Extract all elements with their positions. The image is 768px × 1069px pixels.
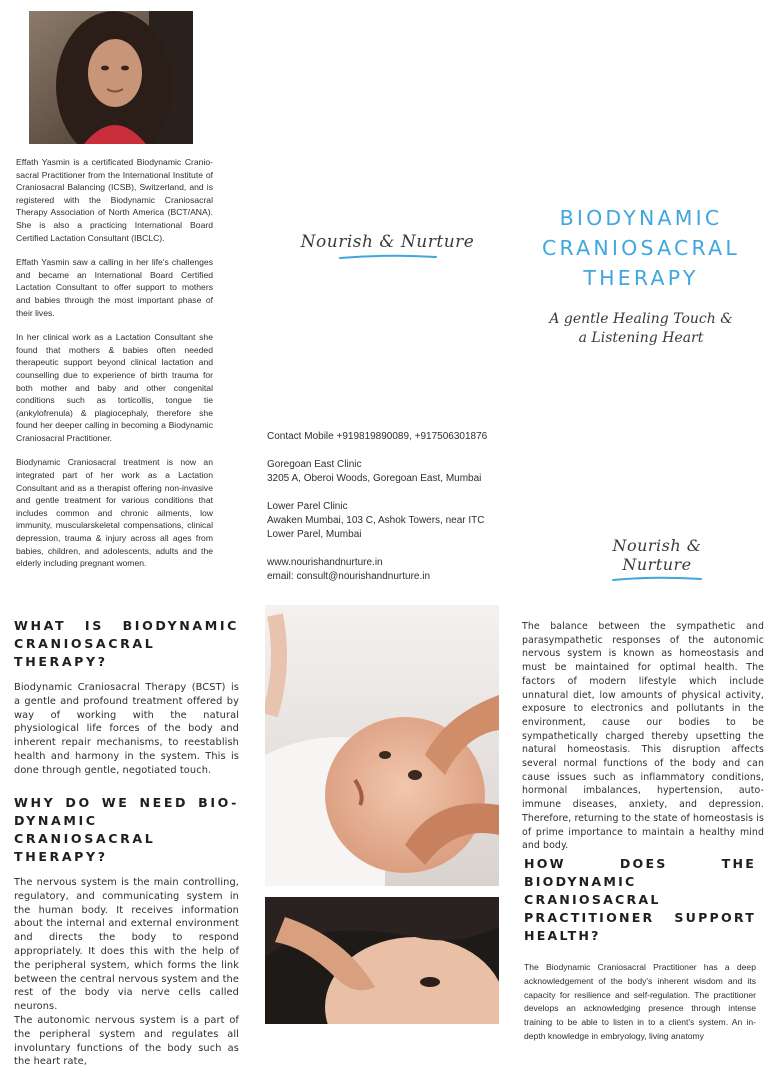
section-how (524, 855, 756, 1044)
cover-subtitle-line: A gentle Healing Touch & (549, 311, 733, 327)
section-body: The autonomic nervous system is a part of the peripheral system and regulates all involuntary functions of the body such as the heart rate, (14, 1014, 239, 1068)
cover-subtitle (530, 310, 752, 348)
section-body: The Biodynamic Craniosacral Practitioner has a deep acknowledgement of the body's inherent wisdom and its capacity for resilience and self-regulation. The practitioner develops an acknowledging presence through intense training to be able to listen in to a client's system. An in-depth knowledge in embryology, living anatomy (524, 962, 756, 1041)
bio-paragraph: Effath Yasmin is a certificated Biodynamic Cranio-sacral Practitioner from the International Institute of Craniosacral Balancing (ICSB), Switzerland, and is registered with the Biodynamic Craniosacral Therapy Association of North America (BCT/ANA). She is also a practicing International Board Certified Lactation Consultant (IBCLC). (16, 157, 213, 243)
contact-mobile: Contact Mobile +919819890089, +917506301876 (267, 431, 488, 442)
section-body: The balance between the sympathetic and parasympathetic responses of the autonomic nervous system is known as homeostasis and must be maintained for optimal health. The factors of modern lifestyle which include unnatural diet, low amounts of physical activity, exposure to electronics and pollutants in the environment, cause our bodies to be sympathetically charged thereby upsetting the natural homeostasis. This disruption affects several normal functions of the body and can cause issues such as inflammatory conditions, hormonal imbalances, hypertension, auto-immune diseases, anxiety, and depression. Therefore, returning to the state of homeostasis is of prime importance to maintain a healthy mind and body. (522, 621, 764, 852)
section-heading: WHAT IS BIODYNAMIC CRANIOSACRAL THERAPY? (14, 618, 239, 669)
bio-text (16, 156, 213, 570)
section-heading: WHY DO WE NEED BIO-DYNAMIC CRANIOSACRAL THERAPY? (14, 795, 239, 864)
email-link[interactable]: email: consult@nourishandnurture.in (267, 571, 431, 582)
cover-title-line: CRANIOSACRAL (542, 236, 740, 260)
baby-treatment-photo-2 (265, 897, 499, 1024)
bio-paragraph: Effath Yasmin saw a calling in her life's challenges and became an International Board Certified Lactation Consultant to offer support to mothers and babies through the most important phase of their lives. (16, 257, 213, 318)
cover-title-line: BIODYNAMIC (559, 206, 723, 230)
brand-logo-cover (578, 536, 736, 582)
section-body: The nervous system is the main controlling, regulatory, and communicating system in the human body. It receives information about the internal and external environment and directs the body to respond appropriately. It does this with the help of the peripheral system, which forms the link between the central nervous system and the rest of the body via nerve cells called neurons. (14, 877, 239, 1013)
section-body: Biodynamic Craniosacral Therapy (BCST) is a gentle and profound treatment offered by way of working with the natural physiological life forces of the body and inherent repair mechanisms, to reestablish health and harmony in the system. This is done through gentle, negotiated touch. (14, 682, 239, 776)
brand-logo (300, 232, 475, 260)
website-link[interactable]: www.nourishandnurture.in (267, 557, 383, 568)
section-heading: HOW DOES THE BIODYNAMIC CRANIOSACRAL PRACTITIONER SUPPORT HEALTH? (524, 856, 756, 943)
baby-treatment-photo-1 (265, 605, 499, 886)
profile-photo (29, 11, 193, 144)
brand-logo-text: Nourish & Nurture (300, 232, 475, 252)
clinic2-name: Lower Parel Clinic (267, 501, 348, 512)
section-what (14, 617, 239, 778)
logo-swoosh-icon (611, 576, 703, 582)
brand-logo-text: Nourish & Nurture (612, 536, 702, 574)
cover-title (530, 203, 752, 293)
section-balance (522, 620, 764, 853)
bio-paragraph: In her clinical work as a Lactation Consultant she found that mothers & babies often needed therapeutic support beyond clinical lactation and counselling due to experience of birth trauma for both mother and baby and other congenital conditions such as torticollis, tongue tie (ankylofrenula) & plagiocephaly, therefore she found her deeper calling in becoming a Biodynamic Craniosacral Practitioner. (16, 332, 213, 443)
clinic1-name: Goregoan East Clinic (267, 459, 362, 470)
clinic1-address: 3205 A, Oberoi Woods, Goregoan East, Mumbai (267, 473, 482, 484)
logo-swoosh-icon (338, 254, 438, 260)
cover-subtitle-line: a Listening Heart (578, 330, 704, 346)
bio-paragraph: Biodynamic Craniosacral treatment is now an integrated part of her work as a Lactation Consultant and as a therapist offering non-invasive and gentle treatment for various conditions that includes common and chronic ailments, low immunity, muscularskeletal compensations, clinical depression, trauma & injury across all ages from babies, children, and adolescents, adults and the elderly including pregnant women. (16, 457, 213, 569)
cover-title-line: THERAPY (583, 266, 699, 290)
clinic2-address-line1: Awaken Mumbai, 103 C, Ashok Towers, near ITC (267, 515, 485, 526)
clinic2-address-line2: Lower Parel, Mumbai (267, 529, 362, 540)
section-why (14, 794, 239, 1069)
contact-block (267, 430, 507, 584)
